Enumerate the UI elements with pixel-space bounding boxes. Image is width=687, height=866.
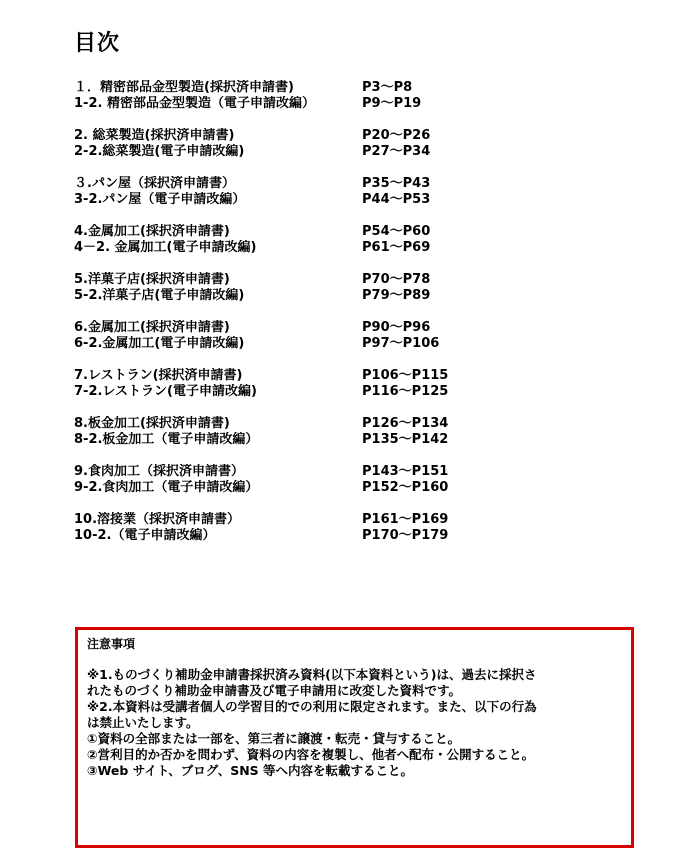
- toc-entry-pages: P116～P125: [362, 384, 449, 399]
- toc-entry: [74, 368, 554, 384]
- toc-entry: [74, 384, 554, 400]
- toc-group: [74, 224, 554, 256]
- toc-entry-pages: P143～P151: [362, 464, 449, 479]
- toc-entry-pages: P135～P142: [362, 432, 449, 447]
- toc-entry: [74, 416, 554, 432]
- toc-entry-title: 4.金属加工(採択済申請書): [74, 224, 230, 239]
- toc-group: [74, 80, 554, 112]
- toc-entry: [74, 336, 554, 352]
- toc-entry-title: 9-2.食肉加工（電子申請改編）: [74, 480, 259, 495]
- toc-entry-title: 8-2.板金加工（電子申請改編）: [74, 432, 259, 447]
- toc-entry-title: 5-2.洋菓子店(電子申請改編): [74, 288, 245, 303]
- toc-entry: [74, 272, 554, 288]
- notice-line: ※2.本資料は受講者個人の学習目的での利用に限定されます。また、以下の行為: [87, 699, 537, 714]
- toc-entry: [74, 512, 554, 528]
- toc-entry: [74, 96, 554, 112]
- toc-entry: [74, 464, 554, 480]
- toc-entry-pages: P27～P34: [362, 144, 431, 159]
- notice-box: [75, 627, 634, 848]
- toc-group: [74, 416, 554, 448]
- toc-entry: [74, 528, 554, 544]
- toc-entry-pages: P90～P96: [362, 320, 431, 335]
- toc-entry-pages: P97～P106: [362, 336, 440, 351]
- toc-group: [74, 464, 554, 496]
- toc-entry-title: 10.溶接業（採択済申請書）: [74, 512, 241, 527]
- toc-entry: [74, 192, 554, 208]
- toc-entry-pages: P126～P134: [362, 416, 449, 431]
- toc-group: [74, 128, 554, 160]
- toc-entry: [74, 128, 554, 144]
- toc-entry-title: 10-2.（電子申請改編）: [74, 528, 216, 543]
- toc-entry-pages: P161～P169: [362, 512, 449, 527]
- toc-entry: [74, 224, 554, 240]
- toc-entry-pages: P44～P53: [362, 192, 431, 207]
- toc-entry: [74, 480, 554, 496]
- toc-entry-title: 8.板金加工(採択済申請書): [74, 416, 230, 431]
- toc-entry-pages: P3～P8: [362, 80, 413, 95]
- toc-group: [74, 176, 554, 208]
- table-of-contents: [74, 80, 554, 560]
- toc-group: [74, 320, 554, 352]
- toc-entry-pages: P152～P160: [362, 480, 449, 495]
- toc-group: [74, 512, 554, 544]
- toc-entry: [74, 432, 554, 448]
- toc-entry-pages: P70～P78: [362, 272, 431, 287]
- toc-entry-pages: P9～P19: [362, 96, 422, 111]
- toc-entry-title: 6.金属加工(採択済申請書): [74, 320, 230, 335]
- toc-entry-title: 2-2.総菜製造(電子申請改編): [74, 144, 245, 159]
- notice-body: [87, 667, 625, 779]
- toc-entry-title: ３.パン屋（採択済申請書）: [74, 176, 235, 191]
- toc-entry-pages: P170～P179: [362, 528, 449, 543]
- toc-entry-pages: P79～P89: [362, 288, 431, 303]
- toc-entry-pages: P35～P43: [362, 176, 431, 191]
- toc-entry-title: 4－2. 金属加工(電子申請改編): [74, 240, 257, 255]
- toc-entry-pages: P54～P60: [362, 224, 431, 239]
- toc-entry: [74, 80, 554, 96]
- toc-entry-title: 1-2. 精密部品金型製造（電子申請改編）: [74, 96, 315, 111]
- toc-entry-title: １．精密部品金型製造(採択済申請書): [74, 80, 294, 95]
- notice-line: ①資料の全部または一部を、第三者に譲渡・転売・貸与すること。: [87, 731, 461, 746]
- notice-line: ③Web サイト、ブログ、SNS 等へ内容を転載すること。: [87, 763, 414, 778]
- toc-group: [74, 272, 554, 304]
- toc-entry-title: 3-2.パン屋（電子申請改編）: [74, 192, 246, 207]
- toc-entry-title: 7.レストラン(採択済申請書): [74, 368, 243, 383]
- toc-entry-pages: P61～P69: [362, 240, 431, 255]
- page-title: 目次: [74, 31, 121, 56]
- notice-line: は禁止いたします。: [87, 715, 199, 730]
- toc-entry-title: 7-2.レストラン(電子申請改編): [74, 384, 257, 399]
- toc-entry: [74, 176, 554, 192]
- notice-line: ※1.ものづくり補助金申請書採択済み資料(以下本資料という)は、過去に採択さ: [87, 667, 537, 682]
- toc-entry-title: 5.洋菓子店(採択済申請書): [74, 272, 230, 287]
- toc-entry-title: 2. 総菜製造(採択済申請書): [74, 128, 235, 143]
- toc-entry-pages: P106～P115: [362, 368, 449, 383]
- notice-line: ②営利目的か否かを問わず、資料の内容を複製し、他者へ配布・公開すること。: [87, 747, 535, 762]
- toc-entry-title: 6-2.金属加工(電子申請改編): [74, 336, 245, 351]
- notice-line: れたものづくり補助金申請書及び電子申請用に改変した資料です。: [87, 683, 462, 698]
- notice-heading: 注意事項: [87, 637, 136, 651]
- toc-entry: [74, 144, 554, 160]
- toc-entry-title: 9.食肉加工（採択済申請書）: [74, 464, 244, 479]
- toc-entry: [74, 240, 554, 256]
- toc-entry: [74, 320, 554, 336]
- toc-entry: [74, 288, 554, 304]
- toc-entry-pages: P20～P26: [362, 128, 431, 143]
- toc-group: [74, 368, 554, 400]
